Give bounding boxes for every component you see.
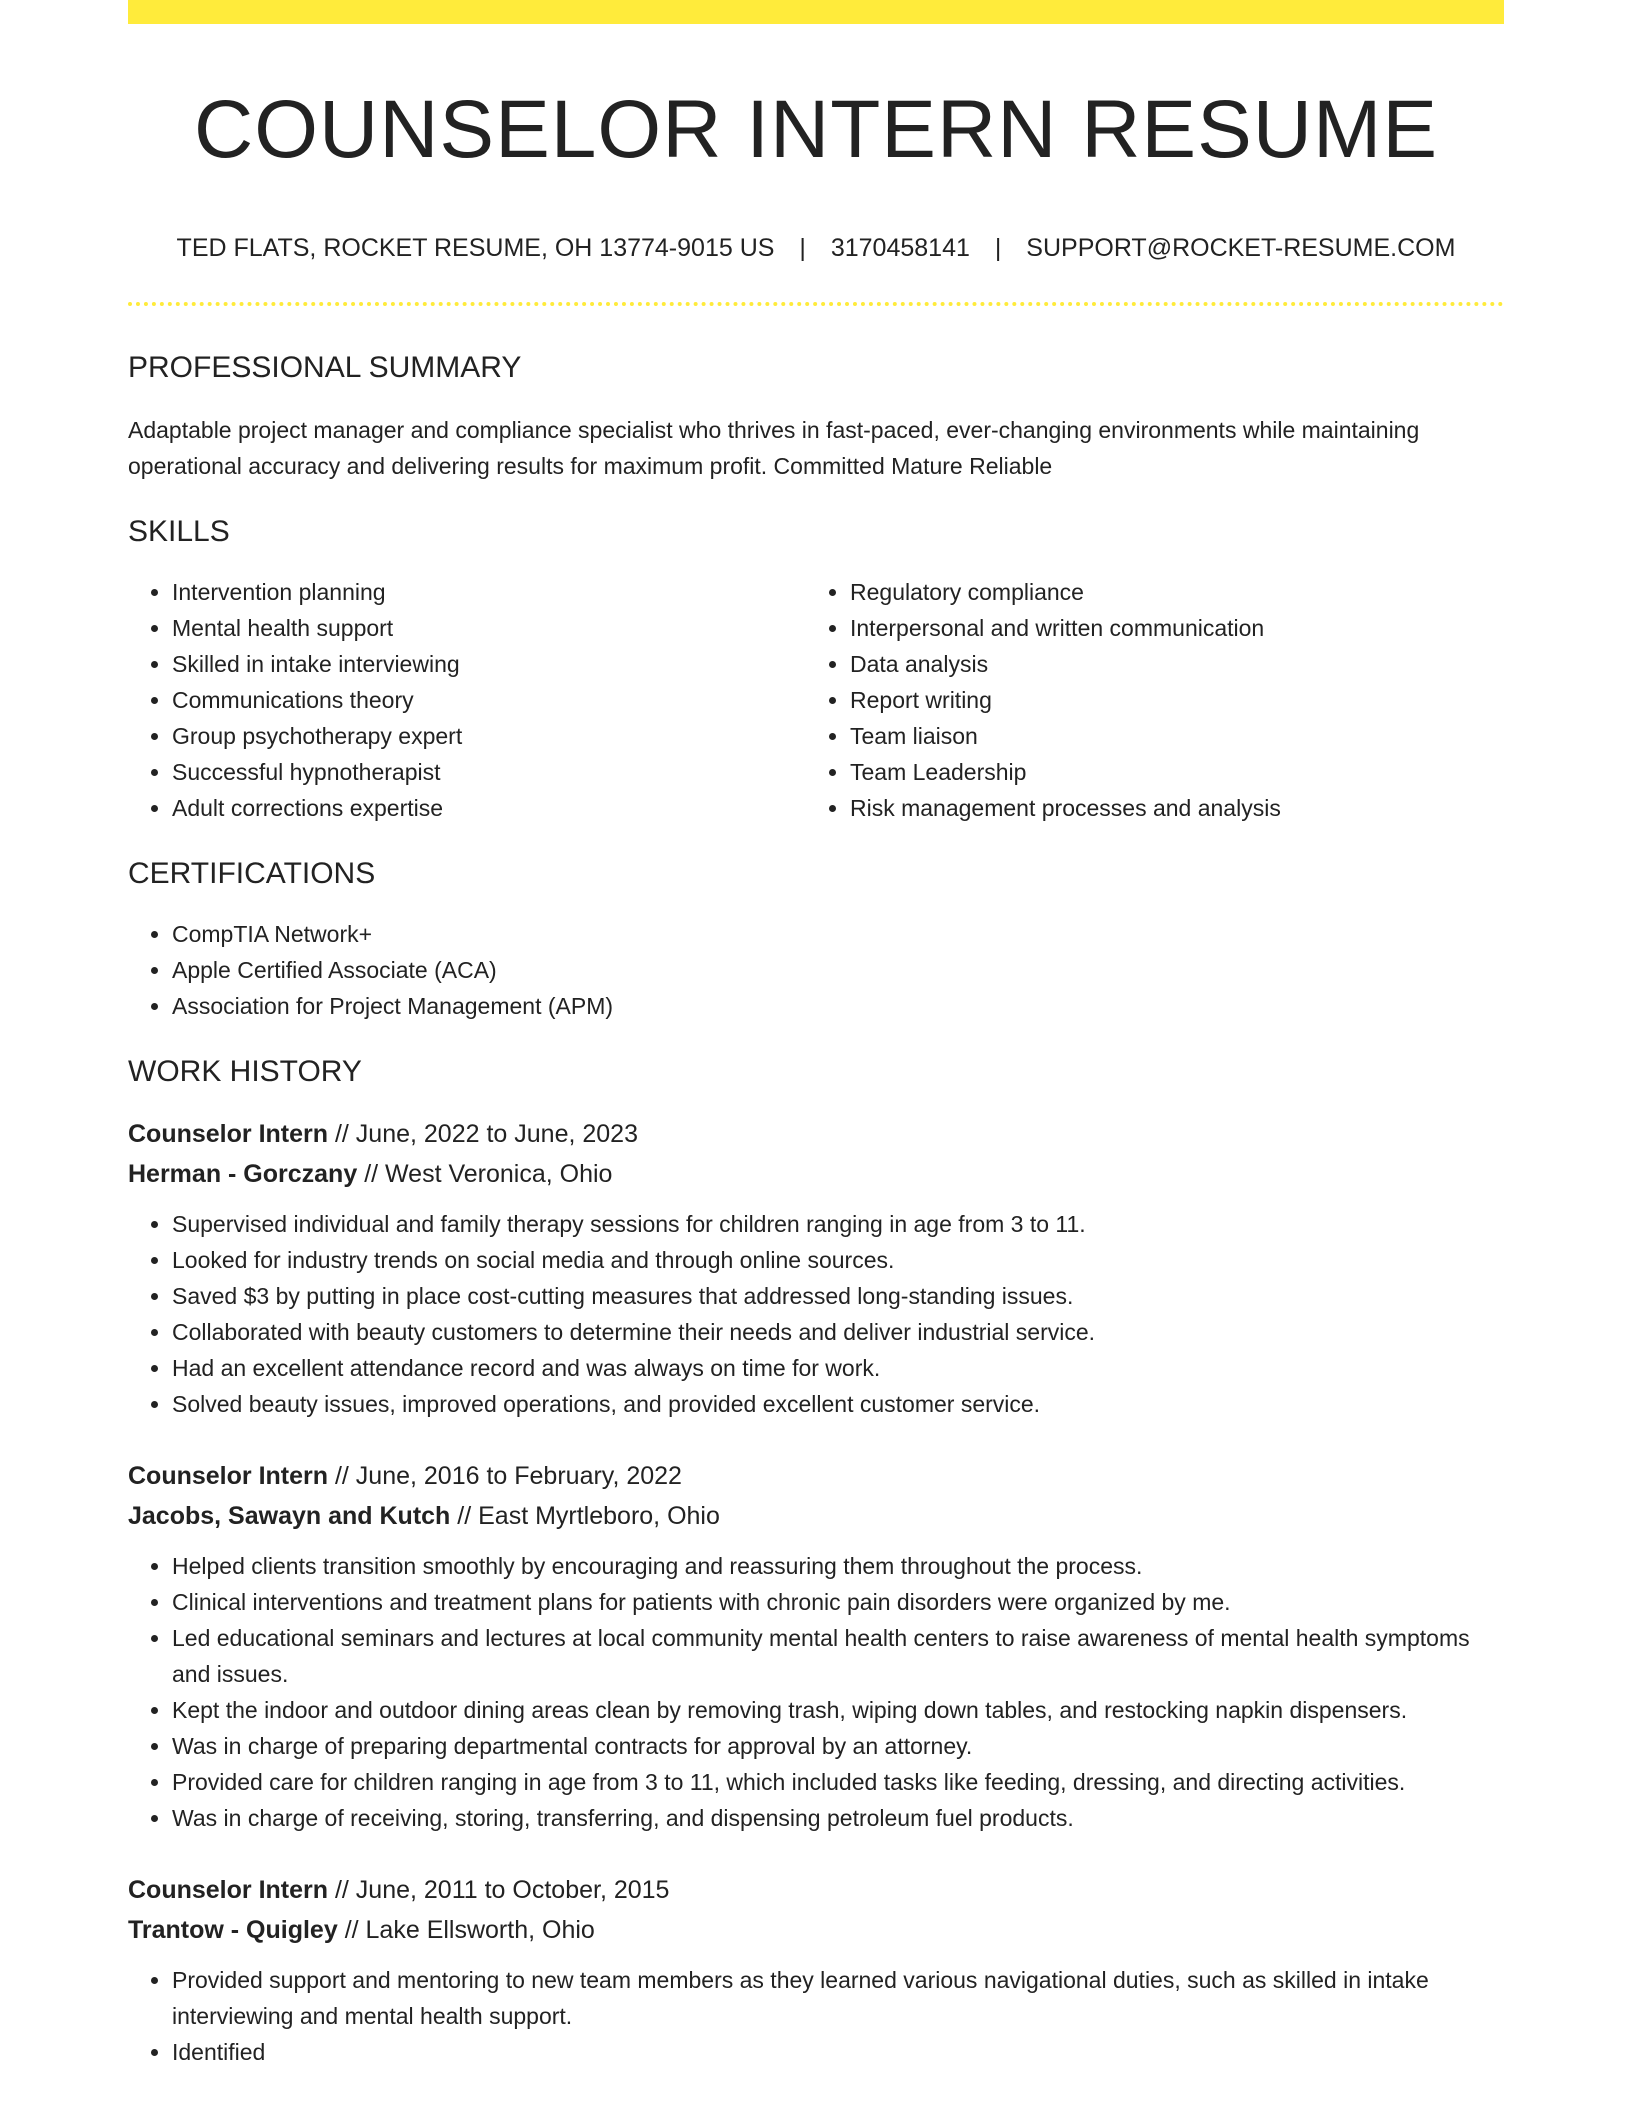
job-title-line — [128, 1870, 1504, 1910]
job-bullet: • Led educational seminars and lectures at local community mental health centers to raise awareness of mental health symptoms and issues. — [172, 1620, 1504, 1692]
contact-line — [128, 232, 1504, 264]
job-entry — [128, 1114, 1504, 1422]
job-bullet: • Helped clients transition smoothly by encouraging and reassuring them throughout the process. — [172, 1548, 1504, 1584]
job-location: // East Myrtleboro, Ohio — [450, 1502, 720, 1530]
skill-item: • Team liaison — [850, 718, 1484, 754]
skill-item: • Adult corrections expertise — [172, 790, 806, 826]
job-location: // West Veronica, Ohio — [357, 1160, 613, 1188]
job-entry — [128, 1870, 1504, 2070]
skill-item: • Group psychotherapy expert — [172, 718, 806, 754]
job-bullets — [128, 1962, 1504, 2070]
skill-item: • Skilled in intake interviewing — [172, 646, 806, 682]
job-bullet: • Had an excellent attendance record and was always on time for work. — [172, 1350, 1504, 1386]
skill-item: • Regulatory compliance — [850, 574, 1484, 610]
certification-item: • CompTIA Network+ — [172, 916, 1504, 952]
job-bullet: • Collaborated with beauty customers to determine their needs and deliver industrial service. — [172, 1314, 1504, 1350]
skill-item: • Communications theory — [172, 682, 806, 718]
job-company-line — [128, 1910, 1504, 1950]
job-bullet: • Identified — [172, 2034, 1504, 2070]
job-bullet: • Provided care for children ranging in age from 3 to 11, which included tasks like feeding, dressing, and directing activities. — [172, 1764, 1504, 1800]
contact-email: SUPPORT@ROCKET-RESUME.COM — [1026, 234, 1456, 262]
certification-item: • Association for Project Management (APM) — [172, 988, 1504, 1024]
skill-item: • Intervention planning — [172, 574, 806, 610]
skill-item: • Report writing — [850, 682, 1484, 718]
job-dates: // June, 2016 to February, 2022 — [328, 1462, 682, 1490]
certification-item: • Apple Certified Associate (ACA) — [172, 952, 1504, 988]
contact-separator: | — [799, 234, 806, 262]
work-history-heading: WORK HISTORY — [128, 1055, 362, 1088]
job-bullets — [128, 1548, 1504, 1836]
job-location: // Lake Ellsworth, Ohio — [337, 1916, 595, 1944]
job-title: Counselor Intern — [128, 1462, 329, 1490]
job-bullet: • Kept the indoor and outdoor dining areas clean by removing trash, wiping down tables, and restocking napkin dispensers. — [172, 1692, 1504, 1728]
job-company: Trantow - Quigley — [128, 1916, 338, 1944]
certifications-list — [128, 916, 1504, 1024]
job-company-line — [128, 1154, 1504, 1194]
skill-item: • Team Leadership — [850, 754, 1484, 790]
contact-address: TED FLATS, ROCKET RESUME, OH 13774-9015 US — [176, 234, 775, 262]
skills-column-left — [128, 574, 806, 826]
job-company: Jacobs, Sawayn and Kutch — [128, 1502, 451, 1530]
contact-separator: | — [994, 234, 1002, 262]
skills-list-right — [806, 574, 1484, 826]
job-title: Counselor Intern — [128, 1120, 329, 1148]
dotted-divider — [128, 302, 1504, 306]
job-bullet: • Was in charge of preparing departmental contracts for approval by an attorney. — [172, 1728, 1504, 1764]
skill-item: • Data analysis — [850, 646, 1484, 682]
job-bullet: • Provided support and mentoring to new team members as they learned various navigational duties, such as skilled in intake interviewing and mental health support. — [172, 1962, 1504, 2034]
job-bullet: • Was in charge of receiving, storing, transferring, and dispensing petroleum fuel products. — [172, 1800, 1504, 1836]
skills-grid — [128, 574, 1504, 826]
skill-item: • Interpersonal and written communication — [850, 610, 1484, 646]
resume-content — [128, 0, 1504, 2070]
job-bullet: • Supervised individual and family therapy sessions for children ranging in age from 3 to 11. — [172, 1206, 1504, 1242]
skill-item: • Risk management processes and analysis — [850, 790, 1484, 826]
resume-title: COUNSELOR INTERN RESUME — [193, 84, 1439, 175]
skill-item: • Successful hypnotherapist — [172, 754, 806, 790]
job-bullet: • Looked for industry trends on social media and through online sources. — [172, 1242, 1504, 1278]
job-bullet: • Clinical interventions and treatment plans for patients with chronic pain disorders were organized by me. — [172, 1584, 1504, 1620]
job-dates: // June, 2011 to October, 2015 — [328, 1876, 670, 1904]
job-title-line — [128, 1114, 1504, 1154]
job-bullet: • Saved $3 by putting in place cost-cutting measures that addressed long-standing issues. — [172, 1278, 1504, 1314]
job-title: Counselor Intern — [128, 1876, 329, 1904]
job-company: Herman - Gorczany — [128, 1160, 358, 1188]
job-bullet: • Solved beauty issues, improved operations, and provided excellent customer service. — [172, 1386, 1504, 1422]
skills-heading: SKILLS — [128, 515, 230, 548]
job-entry — [128, 1456, 1504, 1836]
skill-item: • Mental health support — [172, 610, 806, 646]
job-title-line — [128, 1456, 1504, 1496]
job-bullets — [128, 1206, 1504, 1422]
skills-column-right — [806, 574, 1484, 826]
certifications-heading: CERTIFICATIONS — [128, 857, 376, 890]
summary-text: Adaptable project manager and compliance specialist who thrives in fast-paced, ever-changing environments while maintaining operational accuracy and delivering results for maximum profit. Committed Mature Reliable — [128, 417, 1420, 479]
summary-heading: PROFESSIONAL SUMMARY — [128, 351, 522, 384]
job-dates: // June, 2022 to June, 2023 — [328, 1120, 638, 1148]
job-company-line — [128, 1496, 1504, 1536]
skills-list-left — [128, 574, 806, 826]
contact-phone: 3170458141 — [830, 234, 970, 262]
